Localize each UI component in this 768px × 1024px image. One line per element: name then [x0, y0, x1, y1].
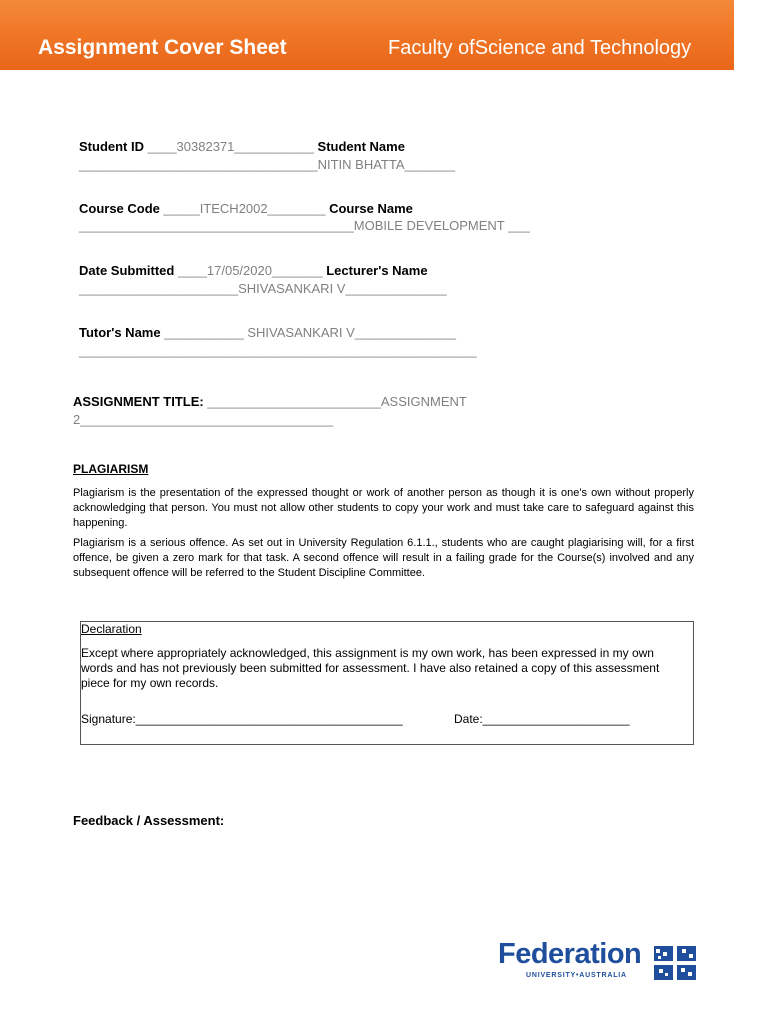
declaration-heading: Declaration: [81, 622, 142, 636]
course-code-post: ________: [267, 201, 326, 216]
date-row: [79, 262, 428, 279]
date-post: _______: [271, 263, 323, 278]
course-name-pre: ______________________________________: [79, 218, 354, 233]
assignment-title-value: ASSIGNMENT: [380, 394, 467, 409]
plagiarism-heading: PLAGIARISM: [73, 462, 149, 476]
tutor-value: SHIVASANKARI V: [247, 325, 355, 340]
faculty-name: Faculty ofScience and Technology: [388, 37, 692, 59]
assignment-title-pre: ________________________: [207, 394, 381, 409]
date-pre: ____: [177, 263, 207, 278]
date-field: Date:______________________: [454, 712, 630, 726]
course-code-value: ITECH2002: [199, 201, 268, 216]
course-name-row: [79, 217, 530, 234]
date-value: 17/05/2020: [206, 263, 272, 278]
lecturer-pre: ______________________: [79, 281, 239, 296]
course-code-row: [79, 200, 413, 217]
logo-subtitle: UNIVERSITY•AUSTRALIA: [526, 972, 627, 979]
student-id-pre: ____: [147, 139, 177, 154]
lecturer-value: SHIVASANKARI V: [238, 281, 346, 296]
assignment-title-line2-post: ___________________________________: [80, 412, 334, 427]
assignment-title-row: [73, 393, 467, 410]
lecturer-label: Lecturer's Name: [326, 263, 428, 278]
date-submitted-label: Date Submitted: [79, 263, 175, 278]
student-name-pre: _________________________________: [79, 157, 318, 172]
student-name-label: Student Name: [317, 139, 405, 154]
southern-cross-icon: [654, 946, 696, 980]
course-name-label: Course Name: [329, 201, 413, 216]
tutor-pre: ___________: [164, 325, 248, 340]
signature-field: Signature:________________________________________: [81, 712, 403, 726]
feedback-label: Feedback / Assessment:: [73, 813, 225, 828]
course-code-label: Course Code: [79, 201, 160, 216]
course-code-pre: _____: [163, 201, 200, 216]
student-id-label: Student ID: [79, 139, 144, 154]
tutor-line2-row: [79, 342, 477, 359]
lecturer-post: ______________: [345, 281, 447, 296]
student-id-post: ___________: [234, 139, 314, 154]
plagiarism-paragraph-2: Plagiarism is a serious offence. As set out in University Regulation 6.1.1., students who are caught plagiarising will, for a first offence, be given a zero mark for that task. A second offence will result in a failing grade for the Course(s) involved and any subsequent offence will be referred to the Student Discipline Committee.: [73, 537, 694, 579]
student-name-row: [79, 156, 455, 173]
declaration-box: [80, 621, 694, 745]
assignment-title-line2-value: 2: [73, 412, 81, 427]
lecturer-row: [79, 280, 447, 297]
plagiarism-paragraph-1: Plagiarism is the presentation of the expressed thought or work of another person as though it is one's own without properly acknowledging that person. You must not allow other students to copy your work and must take care to safeguard against this happening.: [73, 487, 694, 529]
assignment-title-line2-row: [73, 411, 333, 428]
course-name-value: MOBILE DEVELOPMENT: [353, 218, 505, 233]
federation-logo: [498, 938, 698, 984]
tutor-row: [79, 324, 456, 341]
declaration-text: Except where appropriately acknowledged, this assignment is my own work, has been expressed in my own words and has not previously been submitted for assessment. I have also retained a copy of this assessment piece for my own records.: [81, 646, 660, 690]
student-id-row: [79, 138, 405, 155]
header-bar: [0, 0, 734, 70]
page-title: Assignment Cover Sheet: [38, 36, 287, 59]
student-name-post: _______: [404, 157, 456, 172]
tutor-line2: _______________________________________________________: [79, 343, 477, 358]
student-id-value: 30382371: [176, 139, 235, 154]
tutor-label: Tutor's Name: [79, 325, 161, 340]
course-name-post: ___: [504, 218, 530, 233]
tutor-post: ______________: [354, 325, 457, 340]
student-name-value: NITIN BHATTA: [317, 157, 405, 172]
logo-wordmark: Federation: [498, 938, 642, 970]
assignment-title-label: ASSIGNMENT TITLE:: [73, 394, 204, 409]
